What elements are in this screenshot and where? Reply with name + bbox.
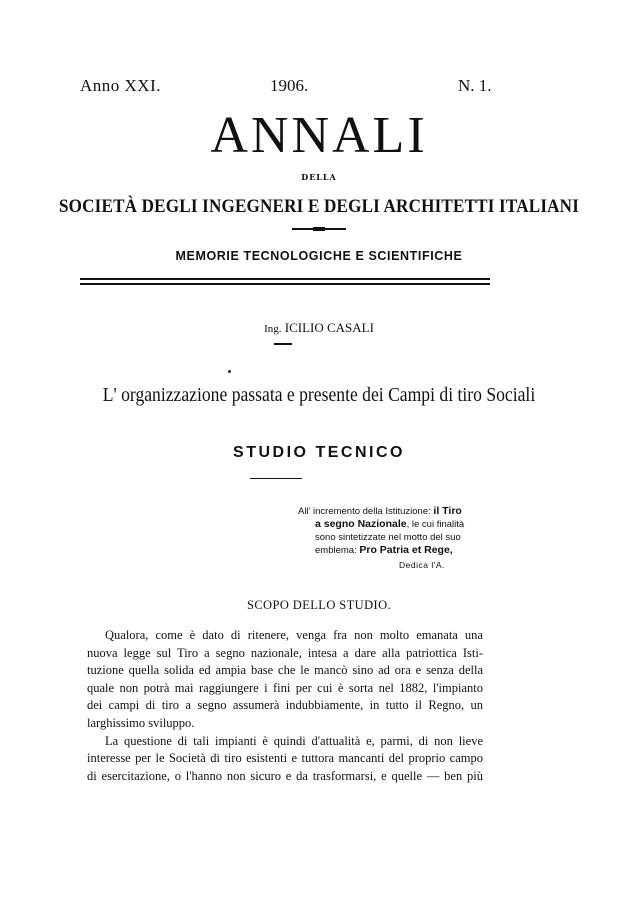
article-title: L' organizzazione passata e presente dei Campi di tiro Sociali — [102, 384, 536, 406]
dedication-line-1 — [298, 505, 462, 518]
dedication-emphasis: il Tiro — [433, 505, 462, 517]
body-text — [87, 627, 483, 785]
body-line: interesse per le Società di tiro esistenti e tuttora mancanti del proprio campo — [87, 751, 483, 766]
body-line: larghissimo sviluppo. — [87, 715, 195, 730]
publication-year: 1906. — [270, 76, 309, 95]
journal-della: DELLA — [301, 172, 337, 182]
society-name: SOCIETÀ DEGLI INGEGNERI E DEGLI ARCHITETTI ITALIANI — [58, 196, 580, 217]
dedication-motto: Pro Patria et Rege, — [359, 544, 453, 556]
body-line: tuzione quella solida ed ampia base che le mancò sino ad ora e senza della — [87, 663, 483, 678]
article-subtitle: STUDIO TECNICO — [233, 444, 405, 461]
dedication-signature: Dedica l'A. — [399, 560, 445, 570]
double-rule-bottom — [80, 283, 490, 285]
masthead-divider-mark — [313, 227, 325, 231]
ink-dot — [228, 370, 231, 373]
body-line: dei campi di tiro a segno assumerà indubbiamente, in tutto il Regno, un — [87, 698, 483, 713]
author-prefix: Ing. — [264, 323, 282, 335]
body-line: La questione di tali impianti è quindi d'attualità e, parmi, di non lieve — [105, 733, 483, 748]
dedication-line-2 — [315, 518, 464, 531]
dedication-line-4 — [315, 544, 453, 557]
section-heading: SCOPO DELLO STUDIO. — [246, 598, 392, 612]
dedication-line-3: sono sintetizzate nel motto del suo — [315, 532, 461, 543]
author-divider — [274, 343, 292, 345]
dedication-emphasis: a segno Nazionale — [315, 518, 407, 530]
dedication-text: All' incremento della Istituzione: — [298, 506, 434, 517]
body-line: di esercitazione, o l'hanno non sicuro e da trasformarsi, e quelle — ben più — [87, 768, 483, 783]
dedication-text: , le cui finalità — [406, 519, 465, 530]
journal-title: ANNALI — [210, 107, 428, 164]
author-line — [0, 320, 638, 336]
body-line: quale non potrà mai raggiungere i fini per cui è sorta nel 1882, l'impianto — [87, 680, 483, 695]
volume-year-label: Anno XXI. — [80, 76, 161, 95]
subtitle-divider — [250, 478, 302, 479]
body-line: nuova legge sul Tiro a segno nazionale, intesa a dare alla patriottica Isti- — [87, 645, 483, 660]
author-name: ICILIO CASALI — [284, 320, 374, 335]
section-name: MEMORIE TECNOLOGICHE E SCIENTIFICHE — [175, 249, 463, 263]
double-rule-top — [80, 278, 490, 280]
issue-number: N. 1. — [458, 76, 492, 95]
dedication-text: emblema: — [315, 545, 360, 556]
body-line: Qualora, come è dato di ritenere, venga fra non molto emanata una — [105, 628, 483, 642]
